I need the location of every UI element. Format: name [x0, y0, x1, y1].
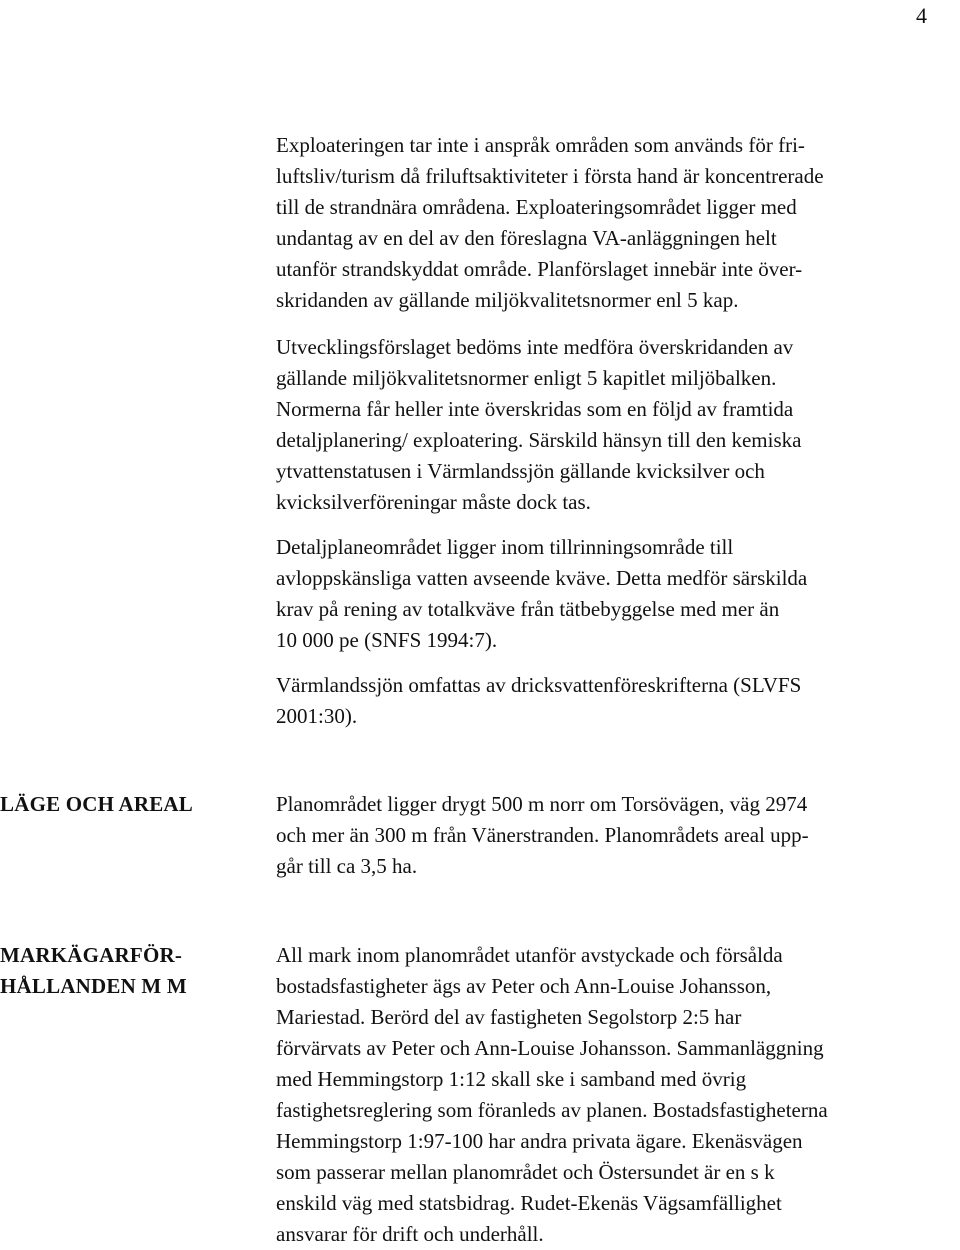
heading-line: LÄGE OCH AREAL [0, 792, 193, 816]
section-body-ownership [276, 940, 960, 1250]
paragraph-drinking-water [276, 670, 960, 732]
paragraph-line: kvicksilverföreningar måste dock tas. [276, 490, 591, 514]
paragraph-line: Normerna får heller inte överskridas som en följd av framtida [276, 397, 794, 421]
paragraph-line: luftsliv/turism då friluftsaktiviteter i första hand är koncentrerade [276, 164, 824, 188]
paragraph-line: går till ca 3,5 ha. [276, 854, 418, 878]
paragraph-line: och mer än 300 m från Vänerstranden. Planområdets areal upp- [276, 823, 809, 847]
paragraph-line: enskild väg med statsbidrag. Rudet-Ekenäs Vägsamfällighet [276, 1191, 782, 1215]
paragraph-line: Värmlandssjön omfattas av dricksvattenföreskrifterna (SLVFS [276, 673, 802, 697]
paragraph-line: fastighetsreglering som föranleds av planen. Bostadsfastigheterna [276, 1098, 828, 1122]
paragraph-line: avloppskänsliga vatten avseende kväve. Detta medför särskilda [276, 566, 808, 590]
paragraph-line: med Hemmingstorp 1:12 skall ske i samband med övrig [276, 1067, 747, 1091]
paragraph-line: bostadsfastigheter ägs av Peter och Ann-Louise Johansson, [276, 974, 772, 998]
paragraph-line: ansvarar för drift och underhåll. [276, 1222, 544, 1246]
paragraph-line: Detaljplaneområdet ligger inom tillrinningsområde till [276, 535, 734, 559]
paragraph-line: undantag av en del av den föreslagna VA-anläggningen helt [276, 226, 777, 250]
section-body-location [276, 789, 960, 882]
paragraph-environmental-norms [276, 332, 960, 518]
heading-line: HÅLLANDEN M M [0, 974, 187, 998]
paragraph-line: utanför strandskyddat område. Planförslaget innebär inte över- [276, 257, 803, 281]
paragraph-line: till de strandnära områdena. Exploateringsområdet ligger med [276, 195, 797, 219]
paragraph-line: skridanden av gällande miljökvalitetsnormer enl 5 kap. [276, 288, 739, 312]
paragraph-line: 2001:30). [276, 704, 358, 728]
section-heading-location [0, 789, 262, 820]
page-number: 4 [916, 3, 927, 28]
paragraph-line: Mariestad. Berörd del av fastigheten Segolstorp 2:5 har [276, 1005, 742, 1029]
paragraph-sensitive-waters [276, 532, 960, 656]
paragraph-line: som passerar mellan planområdet och Östersundet är en s k [276, 1160, 775, 1184]
paragraph-line: All mark inom planområdet utanför avstyckade och försålda [276, 943, 783, 967]
paragraph-line: Hemmingstorp 1:97-100 har andra privata ägare. Ekenäsvägen [276, 1129, 803, 1153]
paragraph-line: krav på rening av totalkväve från tätbebyggelse med mer än [276, 597, 780, 621]
paragraph-line: Planområdet ligger drygt 500 m norr om Torsövägen, väg 2974 [276, 792, 808, 816]
paragraph-line: detaljplanering/ exploatering. Särskild hänsyn till den kemiska [276, 428, 802, 452]
paragraph-line: Utvecklingsförslaget bedöms inte medföra överskridanden av [276, 335, 794, 359]
section-heading-ownership [0, 940, 262, 1002]
heading-line: MARKÄGARFÖR- [0, 943, 183, 967]
paragraph-line: Exploateringen tar inte i anspråk områden som används för fri- [276, 133, 805, 157]
paragraph-line: ytvattenstatusen i Värmlandssjön gällande kvicksilver och [276, 459, 765, 483]
paragraph-line: 10 000 pe (SNFS 1994:7). [276, 628, 498, 652]
paragraph-exploitation [276, 130, 960, 316]
paragraph-line: förvärvats av Peter och Ann-Louise Johansson. Sammanläggning [276, 1036, 824, 1060]
paragraph-line: gällande miljökvalitetsnormer enligt 5 kapitlet miljöbalken. [276, 366, 777, 390]
